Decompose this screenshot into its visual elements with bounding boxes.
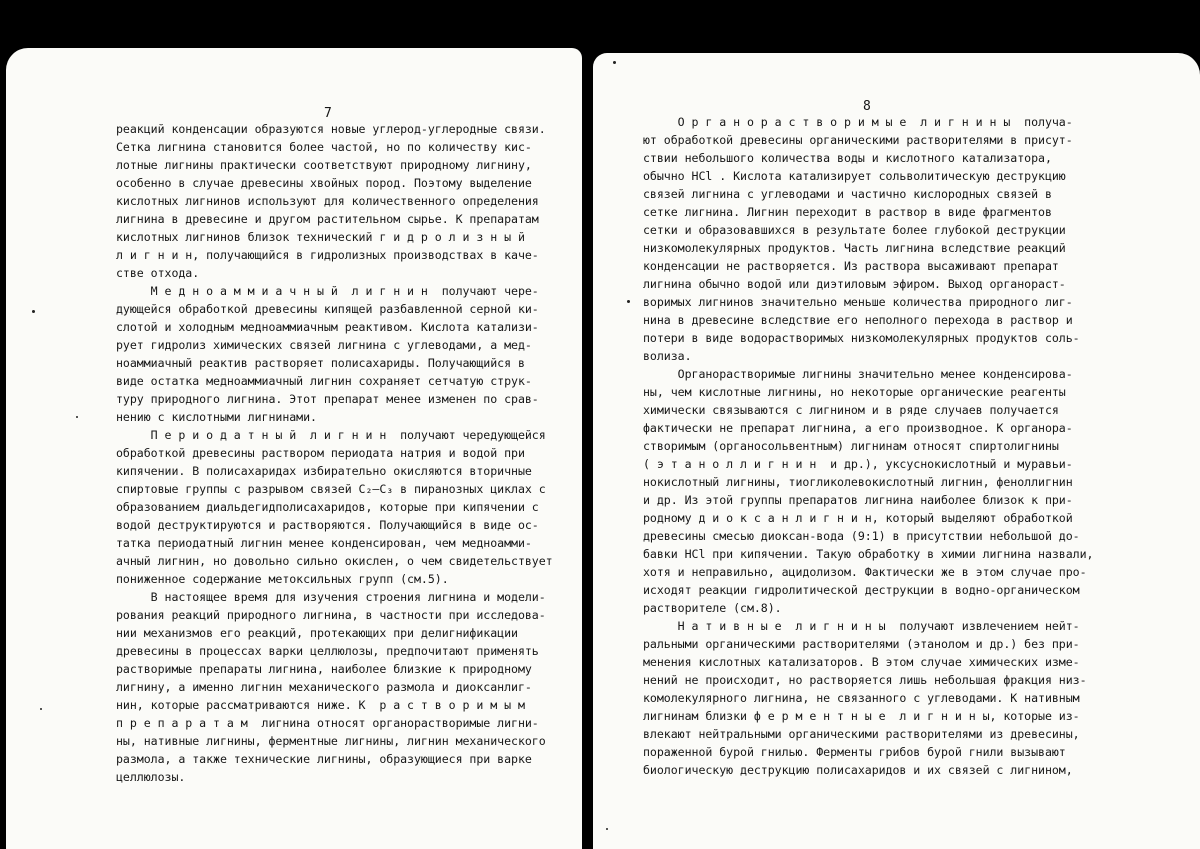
text-line: древесины смесью диоксан-вода (9:1) в присутствии небольшой до- bbox=[643, 529, 1080, 543]
text-line: растворимые препараты лигнина, наиболее близкие к природному bbox=[116, 662, 532, 676]
text-line: обработкой древесины раствором периодата натрия и водой при bbox=[116, 446, 525, 460]
text-line: ют обработкой древесины органическими растворителями в присут- bbox=[643, 133, 1073, 147]
text-line: О р г а н о р а с т в о р и м ы е л и г н и н ы получа- bbox=[643, 115, 1073, 129]
text-line: виде остатка медноаммиачный лигнин сохраняет сетчатую струк- bbox=[116, 374, 532, 388]
text-line: ачный лигнин, но довольно сильно окислен, о чем свидетельствует bbox=[116, 554, 553, 568]
left-page bbox=[6, 48, 582, 849]
text-line: бавки HCl при кипячении. Такую обработку в химии лигнина назвали, bbox=[643, 547, 1094, 561]
text-line: рования реакций природного лигнина, в частности при исследова- bbox=[116, 608, 546, 622]
text-line: ноаммиачный реактив растворяет полисахариды. Получающийся в bbox=[116, 356, 525, 370]
text-line: кипячении. В полисахаридах избирательно окисляются вторичные bbox=[116, 464, 532, 478]
text-line: нин, которые рассматриваются ниже. К р а с т в о р и м ы м bbox=[116, 698, 525, 712]
text-line: комолекулярного лигнина, не связанного с углеводами. К нативным bbox=[643, 691, 1080, 705]
text-line: конденсации не растворяется. Из раствора высаживают препарат bbox=[643, 259, 1059, 273]
text-line: лигнина обычно водой или диэтиловым эфиром. Выход органораст- bbox=[643, 277, 1066, 291]
text-line: П е р и о д а т н ы й л и г н и н получают чередующейся bbox=[116, 428, 546, 442]
right-page bbox=[593, 53, 1200, 849]
text-line: древесины в процессах варки целлюлозы, предпочитают применять bbox=[116, 644, 539, 658]
text-line: слотой и холодным медноаммиачным реактивом. Кислота катализи- bbox=[116, 320, 539, 334]
text-line: волиза. bbox=[643, 349, 692, 363]
text-line: фактически не препарат лигнина, а его производное. К органора- bbox=[643, 421, 1073, 435]
text-line: лигнина в древесине и другом растительном сырье. К препаратам bbox=[116, 212, 539, 226]
text-column bbox=[643, 113, 1093, 779]
text-line: стве отхода. bbox=[116, 266, 200, 280]
text-line: целлюлозы. bbox=[116, 770, 186, 784]
text-line: п р е п а р а т а м лигнина относят органорастворимые лигни- bbox=[116, 716, 539, 730]
scan-speck bbox=[32, 310, 35, 313]
scan-speck bbox=[613, 61, 616, 64]
text-line: Н а т и в н ы е л и г н и н ы получают извлечением нейт- bbox=[643, 619, 1080, 633]
text-line: ствии небольшого количества воды и кислотного катализатора, bbox=[643, 151, 1052, 165]
text-line: рует гидролиз химических связей лигнина с углеводами, а мед- bbox=[116, 338, 532, 352]
text-line: биологическую деструкцию полисахаридов и их связей с лигнином, bbox=[643, 763, 1073, 777]
text-line: нению с кислотными лигнинами. bbox=[116, 410, 317, 424]
text-line: связей лигнина с углеводами и частично кислородных связей в bbox=[643, 187, 1052, 201]
text-line: створимым (органосольвентным) лигнинам относят спиртолигнины bbox=[643, 439, 1059, 453]
text-line: химически связываются с лигнином и в ряде случаев получается bbox=[643, 403, 1059, 417]
text-line: обычно HCl . Кислота катализирует сольволитическую деструкцию bbox=[643, 169, 1066, 183]
text-line: особенно в случае древесины хвойных пород. Поэтому выделение bbox=[116, 176, 532, 190]
text-line: лигнинам близки ф е р м е н т н ы е л и г н и н ы, которые из- bbox=[643, 709, 1080, 723]
text-line: В настоящее время для изучения строения лигнина и модели- bbox=[116, 590, 546, 604]
text-line: хотя и неправильно, ацидолизом. Фактически же в этом случае про- bbox=[643, 565, 1087, 579]
text-line: дующейся обработкой древесины кипящей разбавленной серной ки- bbox=[116, 302, 539, 316]
page-number: 7 bbox=[324, 106, 332, 121]
text-line: туру природного лигнина. Этот препарат менее изменен по срав- bbox=[116, 392, 539, 406]
text-line: нений не происходит, но растворяется лишь небольшая фракция низ- bbox=[643, 673, 1087, 687]
text-line: родному д и о к с а н л и г н и н, который выделяют обработкой bbox=[643, 511, 1073, 525]
text-line: ны, чем кислотные лигнины, но некоторые органические реагенты bbox=[643, 385, 1066, 399]
scan-speck bbox=[606, 828, 608, 830]
text-line: пониженное содержание метоксильных групп (см.5). bbox=[116, 572, 449, 586]
text-line: сетке лигнина. Лигнин переходит в раствор в виде фрагментов bbox=[643, 205, 1052, 219]
text-line: М е д н о а м м и а ч н ы й л и г н и н получают чере- bbox=[116, 284, 539, 298]
text-line: пораженной бурой гнилью. Ферменты грибов бурой гнили вызывают bbox=[643, 745, 1066, 759]
text-line: нина в древесине вследствие его неполного перехода в раствор и bbox=[643, 313, 1073, 327]
text-line: реакций конденсации образуются новые углерод-углеродные связи. bbox=[116, 122, 546, 136]
text-line: Сетка лигнина становится более частой, но по количеству кис- bbox=[116, 140, 532, 154]
text-line: образованием диальдегидполисахаридов, которые при кипячении с bbox=[116, 500, 539, 514]
text-line: ( э т а н о л л и г н и н и др.), уксуснокислотный и муравьи- bbox=[643, 457, 1073, 471]
text-line: и др. Из этой группы препаратов лигнина наиболее близок к при- bbox=[643, 493, 1073, 507]
page-number: 8 bbox=[863, 99, 871, 114]
text-line: водой деструктируются и растворяются. Получающийся в виде ос- bbox=[116, 518, 539, 532]
text-line: растворителе (см.8). bbox=[643, 601, 782, 615]
scan-speck bbox=[76, 416, 78, 418]
text-line: воримых лигнинов значительно меньше количества природного лиг- bbox=[643, 295, 1073, 309]
text-line: Органорастворимые лигнины значительно менее конденсирова- bbox=[643, 367, 1073, 381]
text-line: л и г н и н, получающийся в гидролизных производствах в каче- bbox=[116, 248, 539, 262]
scan-speck bbox=[40, 708, 42, 710]
text-line: влекают нейтральными органическими растворителями из древесины, bbox=[643, 727, 1080, 741]
text-line: спиртовые группы с разрывом связей C₂–C₃ в пиранозных циклах с bbox=[116, 482, 546, 496]
text-column bbox=[116, 120, 553, 786]
text-line: кислотных лигнинов используют для количественного определения bbox=[116, 194, 539, 208]
text-line: кислотных лигнинов близок технический г и д р о л и з н ы й bbox=[116, 230, 525, 244]
text-line: менения кислотных катализаторов. В этом случае химических изме- bbox=[643, 655, 1080, 669]
text-line: татка периодатный лигнин менее конденсирован, чем медноамми- bbox=[116, 536, 532, 550]
scan-speck bbox=[627, 300, 630, 303]
text-line: нии механизмов его реакций, протекающих при делигнификации bbox=[116, 626, 518, 640]
text-line: лотные лигнины практически соответствуют природному лигнину, bbox=[116, 158, 532, 172]
text-line: нокислотный лигнины, тиогликолевокислотный лигнин, феноллигнин bbox=[643, 475, 1073, 489]
text-line: сетки и образовавшихся в результате более глубокой деструкции bbox=[643, 223, 1066, 237]
text-line: ны, нативные лигнины, ферментные лигнины, лигнин механического bbox=[116, 734, 546, 748]
text-line: лигнину, а именно лигнин механического размола и диоксанлиг- bbox=[116, 680, 532, 694]
text-line: низкомолекулярных продуктов. Часть лигнина вследствие реакций bbox=[643, 241, 1066, 255]
text-line: исходят реакции гидролитической деструкции в водно-органическом bbox=[643, 583, 1080, 597]
text-line: потери в виде водорастворимых низкомолекулярных продуктов соль- bbox=[643, 331, 1080, 345]
text-line: ральными органическими растворителями (этанолом и др.) без при- bbox=[643, 637, 1080, 651]
text-line: размола, а также технические лигнины, образующиеся при варке bbox=[116, 752, 532, 766]
